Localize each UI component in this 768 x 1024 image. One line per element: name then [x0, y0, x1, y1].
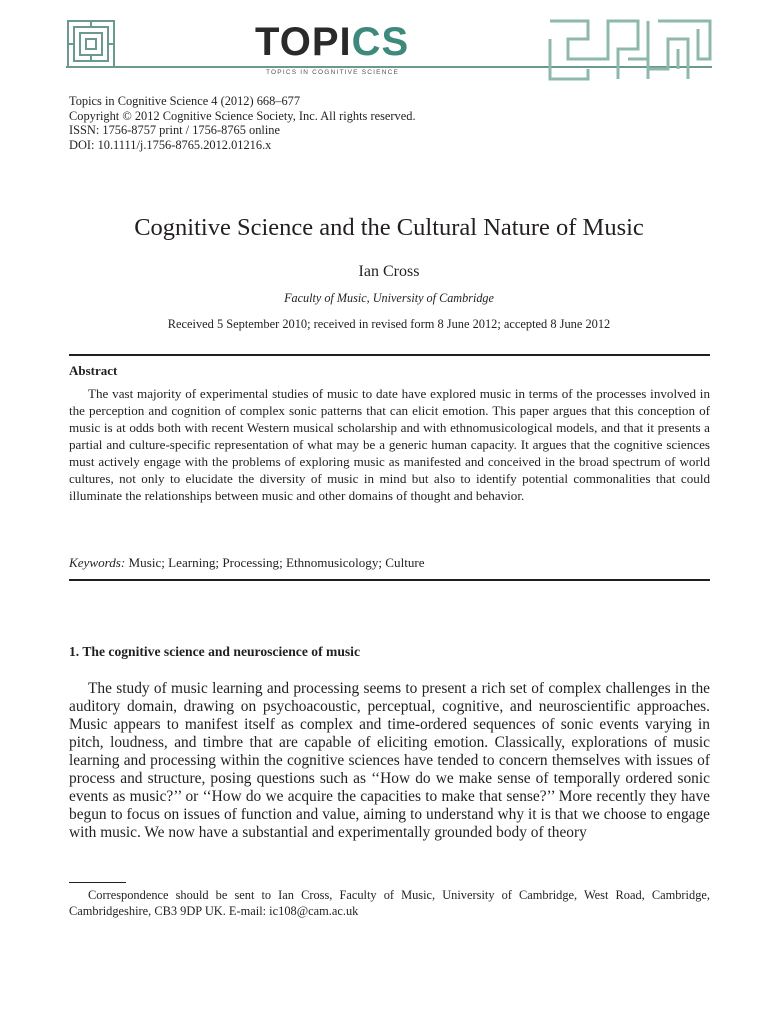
abstract-body: The vast majority of experimental studies of music to date have explored music in terms of the processes involved in the perception and cognition of complex sonic patterns that can elicit emotion. This paper argues that this conception of music is at odds both with recent Western musical scholarship and with ethnomusicological models, and that it presents a partial and culture-specific representation of what may be a generic human capacity. It argues that the cognitive sciences must actively engage with the problems of exploring music as manifested and conceived in the broad spectrum of world cultures, not only to elucidate the diversity of music in mind but also to identify potential commonalities that could illuminate the relationships between music and other domains of thought and behavior. — [69, 386, 710, 503]
divider-bottom — [69, 579, 710, 581]
author-affiliation: Faculty of Music, University of Cambridge — [284, 291, 494, 305]
article-title: Cognitive Science and the Cultural Nature of Music — [134, 214, 644, 241]
correspondence-footnote: Correspondence should be sent to Ian Cross, Faculty of Music, University of Cambridge, West Road, Cambridge, Cambridgeshire, CB3 9DP UK. E-mail: ic108@cam.ac.uk — [69, 888, 710, 918]
wordmark-main: TOPI — [255, 20, 352, 64]
wordmark-accent: CS — [351, 20, 410, 64]
article-author: Ian Cross — [358, 263, 420, 280]
citation-issn: ISSN: 1756-8757 print / 1756-8765 online — [69, 123, 280, 138]
citation-copyright: Copyright © 2012 Cognitive Science Society, Inc. All rights reserved. — [69, 108, 416, 123]
citation-journal: Topics in Cognitive Science 4 (2012) 668–677 — [69, 94, 301, 108]
keywords-list: Music; Learning; Processing; Ethnomusicology; Culture — [128, 555, 425, 570]
abstract-heading: Abstract — [69, 363, 118, 378]
citation-block — [69, 94, 416, 152]
citation-doi: DOI: 10.1111/j.1756-8765.2012.01216.x — [69, 137, 272, 152]
section-body: The study of music learning and processing seems to present a rich set of complex challenges in the auditory domain, drawing on psychoacoustic, perceptual, cognitive, and neuroscientific approaches. Music appears to manifest itself as complex and time-ordered sequences of sonic events varying in pitch, loudness, and timbre that are capable of eliciting emotion. Classically, explorations of music learning and processing within the cognitive sciences have tended to concern themselves with issues of process and structure, posing questions such as ‘‘How do we make sense of temporally ordered sonic events as music?’’ or ‘‘How do we acquire the capacities to make that sense?’’ More recently they have begun to focus on issues of function and value, aiming to understand why it is that we choose to engage with music. We now have a substantial and experimentally grounded body of theory — [69, 680, 710, 841]
journal-header — [0, 0, 768, 90]
keywords-label: Keywords: — [69, 555, 126, 570]
keywords-line — [69, 555, 425, 571]
footnote-rule — [69, 882, 126, 883]
journal-tagline: TOPICS IN COGNITIVE SCIENCE — [265, 69, 400, 76]
maze-logo-left-icon — [66, 19, 116, 69]
received-dates: Received 5 September 2010; received in revised form 8 June 2012; accepted 8 June 2012 — [167, 317, 611, 331]
maze-pattern-right-icon — [548, 19, 712, 81]
section-heading: 1. The cognitive science and neuroscience of music — [69, 644, 360, 659]
journal-wordmark — [255, 22, 409, 62]
divider-top — [69, 354, 710, 356]
